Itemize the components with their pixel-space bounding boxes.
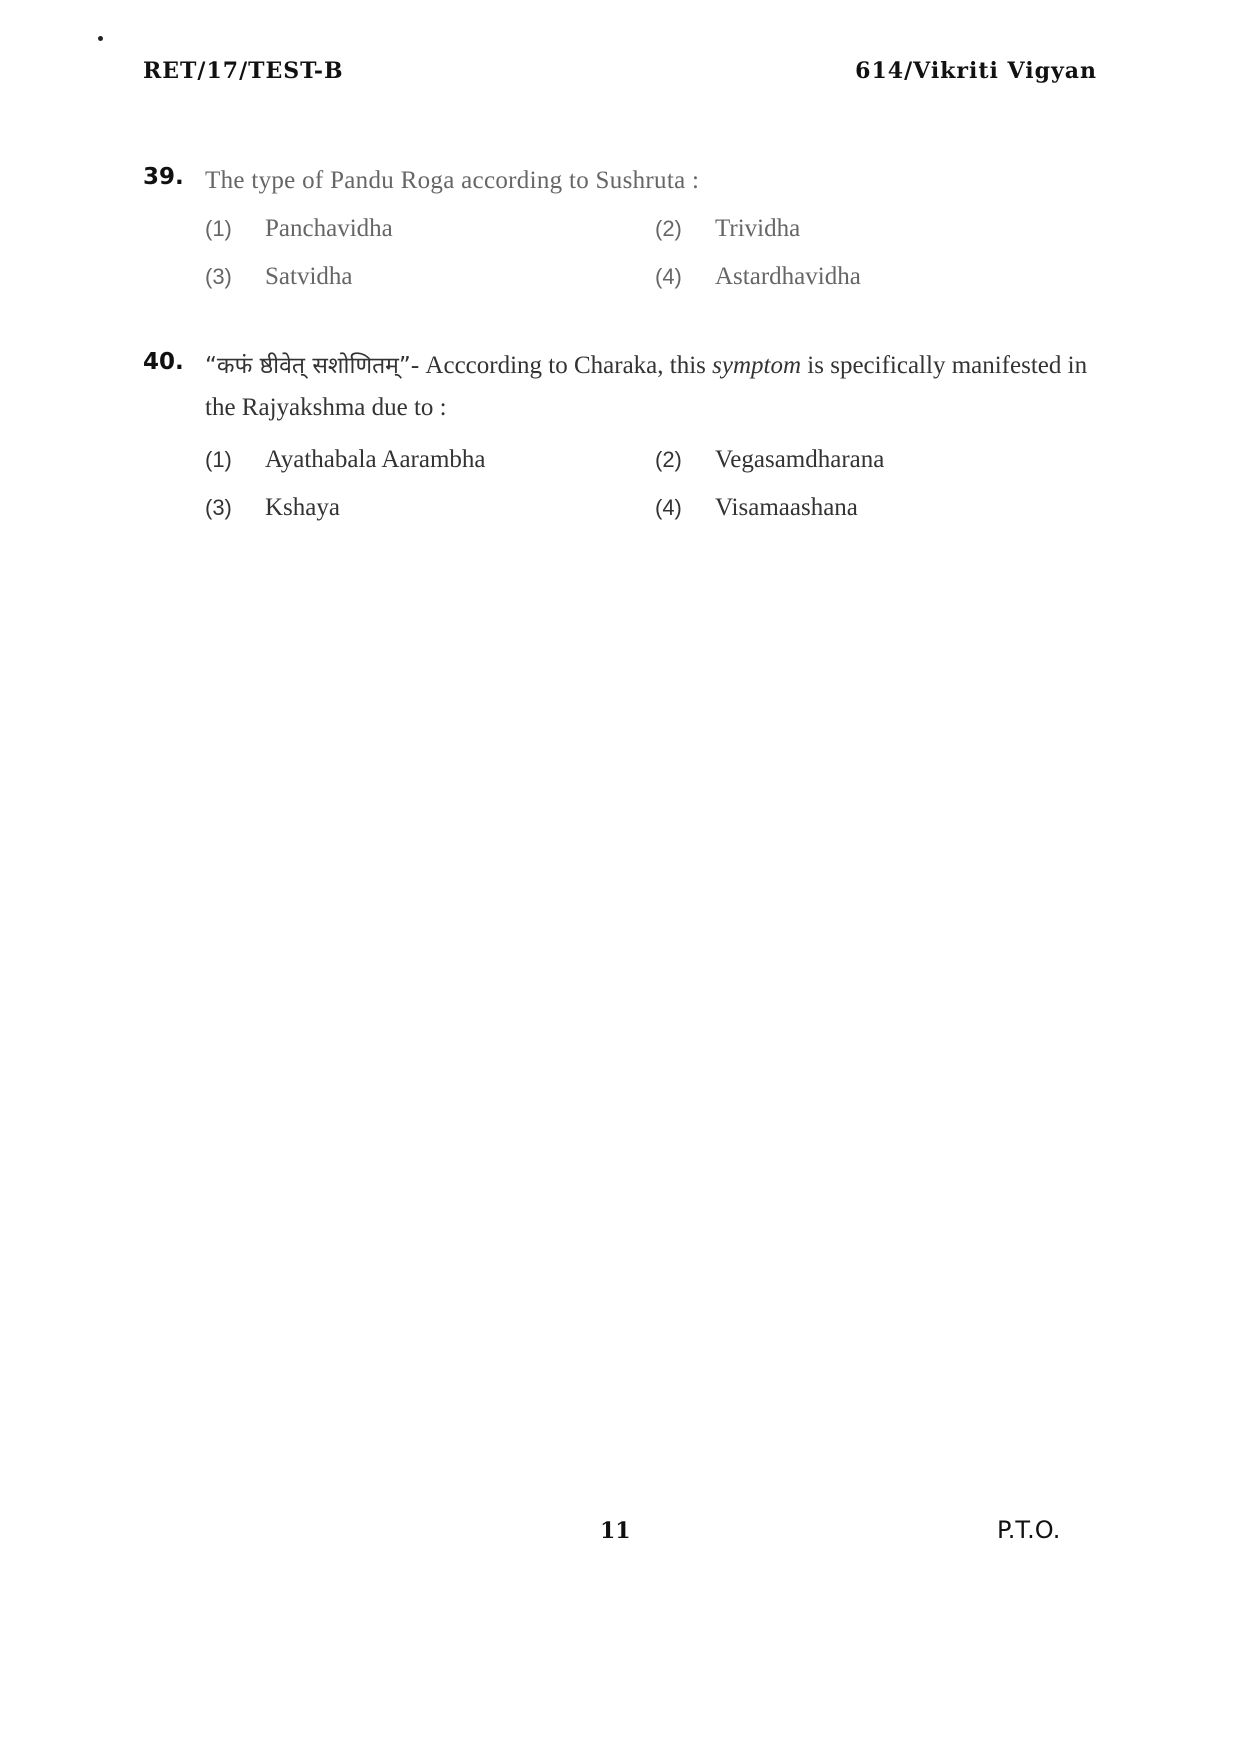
question-text-end: is specifically manifested in the Rajyakshma due to : [205,352,1088,421]
option-number: (4) [655,264,682,289]
option-label: Vegasamdharana [715,446,885,473]
option-4 [655,491,1075,525]
option-1 [205,212,655,246]
option-number: (3) [205,264,232,289]
question-text-italic: symptom [712,352,802,379]
option-label: Trividha [715,215,801,242]
header-test-code: RET/17/TEST-B [143,58,344,84]
question-text-mid: - Acccording to Charaka, this [410,352,713,379]
question-39 [143,160,1098,294]
question-text: The type of Pandu Roga according to Sushruta : [205,167,700,194]
option-label: Visamaashana [715,494,858,521]
header-subject: 614/Vikriti Vigyan [855,58,1097,84]
page-number: 11 [600,1518,631,1544]
option-4 [655,260,1075,294]
option-number: (2) [655,216,682,241]
question-number: 40. [143,349,184,375]
option-2 [655,443,1075,477]
option-label: Satvidha [265,263,353,290]
option-label: Astardhavidha [715,263,861,290]
option-label: Ayathabala Aarambha [265,446,486,473]
option-number: (3) [205,495,232,520]
option-number: (1) [205,447,232,472]
page-mark-dot [98,36,103,41]
option-3 [205,260,655,294]
option-label: Kshaya [265,494,340,521]
question-number: 39. [143,164,184,190]
options-list [205,212,1098,294]
options-list [205,443,1098,525]
option-2 [655,212,1075,246]
option-1 [205,443,655,477]
question-text [205,345,1098,429]
please-turn-over: P.T.O. [997,1516,1061,1544]
option-number: (4) [655,495,682,520]
option-number: (1) [205,216,232,241]
option-3 [205,491,655,525]
question-40 [143,345,1098,525]
sanskrit-quote: “कफं ष्ठीवेत् सशोणितम्” [205,353,411,379]
option-number: (2) [655,447,682,472]
option-label: Panchavidha [265,215,393,242]
